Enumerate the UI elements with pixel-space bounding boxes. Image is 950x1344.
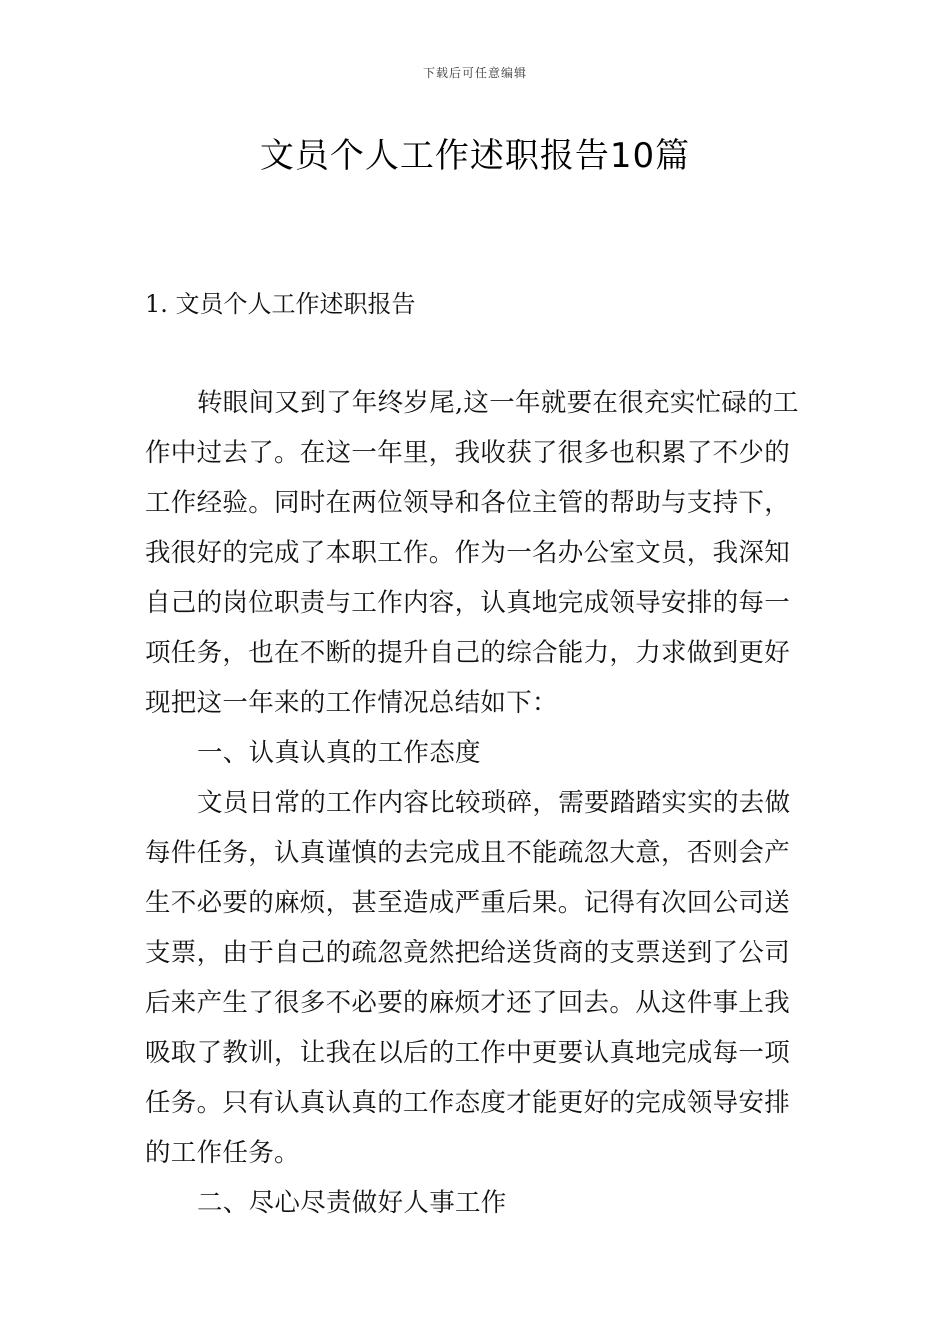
body-text — [145, 378, 805, 1228]
body-line: 项任务，也在不断的提升自己的综合能力，力求做到更好 — [145, 638, 791, 668]
body-line: 的工作任务。 — [145, 1138, 300, 1168]
body-line: 一、认真认真的工作态度 — [197, 738, 481, 768]
body-line: 任务。只有认真认真的工作态度才能更好的完成领导安排 — [145, 1088, 791, 1118]
body-line: 转眼间又到了年终岁尾,这一年就要在很充实忙碌的工 — [197, 388, 799, 418]
section-heading: 1. 文员个人工作述职报告 — [145, 290, 416, 318]
body-line: 我很好的完成了本职工作。作为一名办公室文员，我深知 — [145, 538, 791, 568]
body-line: 作中过去了。在这一年里，我收获了很多也积累了不少的 — [145, 438, 791, 468]
body-line: 工作经验。同时在两位领导和各位主管的帮助与支持下， — [145, 488, 791, 518]
body-line: 生不必要的麻烦，甚至造成严重后果。记得有次回公司送 — [145, 888, 791, 918]
body-line: 每件任务，认真谨慎的去完成且不能疏忽大意，否则会产 — [145, 838, 791, 868]
body-line: 现把这一年来的工作情况总结如下： — [145, 688, 558, 718]
body-line: 吸取了教训，让我在以后的工作中更要认真地完成每一项 — [145, 1038, 791, 1068]
body-line: 二、尽心尽责做好人事工作 — [197, 1188, 507, 1218]
body-line: 文员日常的工作内容比较琐碎，需要踏踏实实的去做 — [197, 788, 791, 818]
body-line: 自己的岗位职责与工作内容，认真地完成领导安排的每一 — [145, 588, 791, 618]
body-line: 支票，由于自己的疏忽竟然把给送货商的支票送到了公司 — [145, 938, 791, 968]
body-line: 后来产生了很多不必要的麻烦才还了回去。从这件事上我 — [145, 988, 791, 1018]
document-title: 文员个人工作述职报告10篇 — [259, 136, 691, 176]
header-note: 下载后可任意编辑 — [422, 66, 527, 80]
